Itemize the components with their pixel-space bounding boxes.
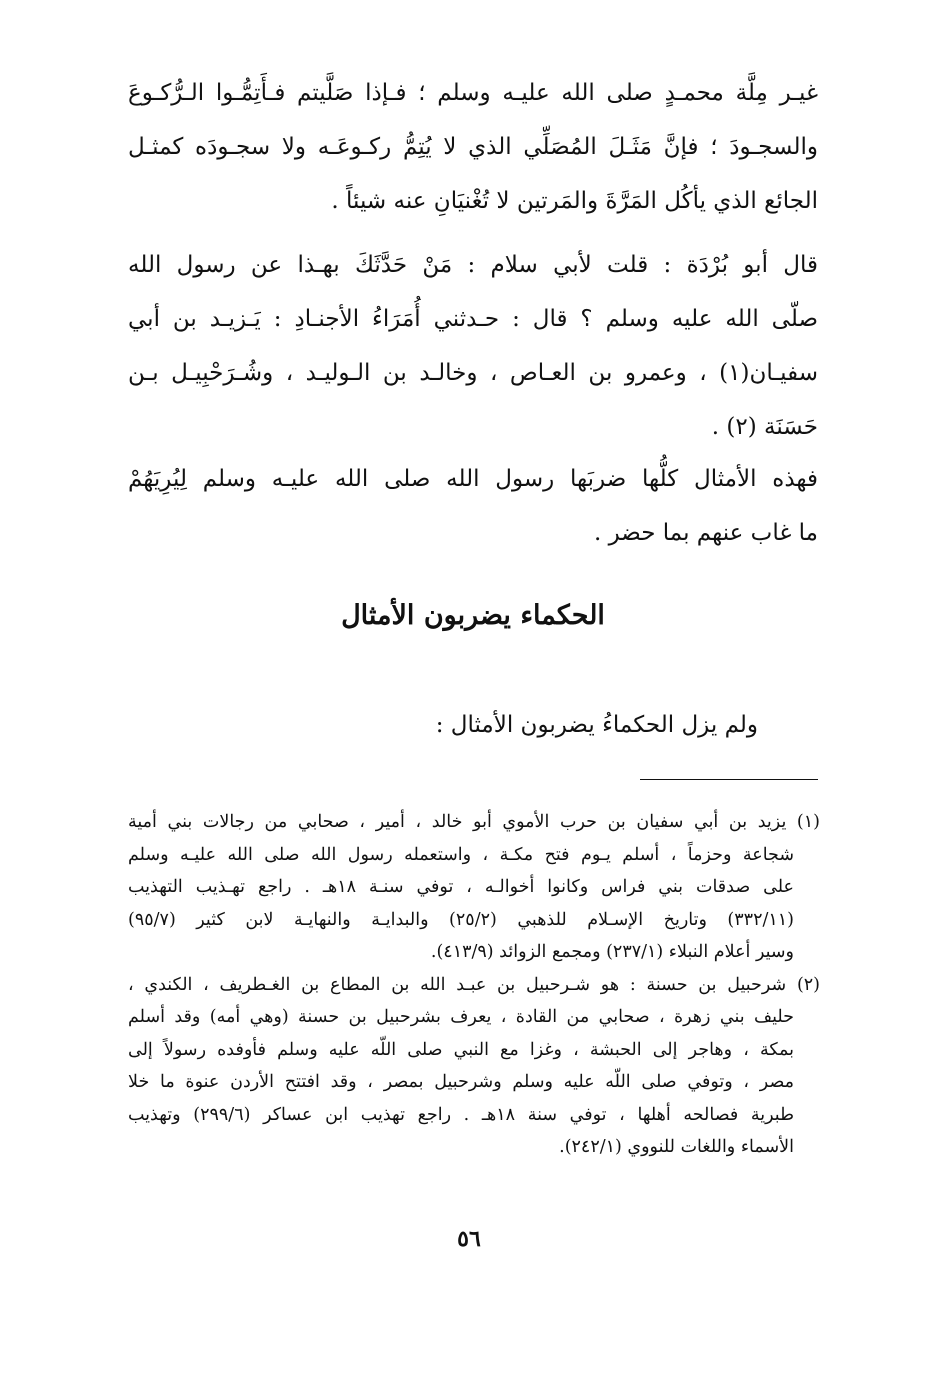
- paragraph-3: [128, 452, 818, 560]
- paragraph-line: فهذه الأمثال كلُّها ضربَها رسول الله صلى الله عليـه وسلم لِيُرِيَهُمْ: [128, 466, 818, 492]
- footnote-line: على صدقات بني فراس وكانوا أخوالـه ، توفي سنـة ١٨هـ . راجع تهـذيب التهذيب: [128, 877, 794, 897]
- page-number: ٥٦: [457, 1226, 481, 1252]
- footnote-line: وسير أعلام النبلاء (٢٣٧/١) ومجمع الزوائد (٤١٣/٩).: [430, 942, 794, 962]
- footnote-line: (٢) شرحبيل بن حسنة : هو شـرحبيل بن عبـد الله بن المطاع بن الغـطريف ، الكندي ،: [128, 974, 820, 995]
- footnote-separator: [640, 779, 818, 780]
- paragraph-line: ما غاب عنهم بما حضر .: [593, 520, 818, 546]
- footnote-line: حليف بني زهرة ، صحابي من القادة ، يعرف بشرحبيل بن حسنة (وهي أمه) وقد أسلم: [128, 1007, 794, 1027]
- footnote-line: طبرية فصالحه أهلها ، توفي سنة ١٨هـ . راجع تهذيب ابن عساكر (٢٩٩/٦) وتهذيب: [128, 1104, 795, 1125]
- paragraph-after-heading: [128, 698, 818, 752]
- footnote-1: [128, 806, 820, 969]
- paragraph-line: والسجـودَ ؛ فإنَّ مَثَـلَ المُصَلِّي الذي لا يُتِمُّ ركـوعَـه ولا سجـودَه كمثـل: [128, 134, 818, 160]
- paragraph-1: [128, 66, 818, 228]
- footnote-line: مصر ، وتوفي صلى اللّه عليه وسلم وشرحبيل بمصر ، وقد افتتح الأردن عنوة ما خلا: [128, 1072, 794, 1092]
- paragraph-line: سفيـان(١) ، وعمرو بن العـاص ، وخالـد بن الـوليـد ، وشُـرَحْبِيـل بـن: [128, 360, 818, 386]
- footnote-line: (٣٣٢/١١) وتاريخ الإسـلام للذهبي (٢٥/٢) والبدايـة والنهايـة لابن كثير (٩٥/٧): [128, 909, 794, 930]
- paragraph-2: [128, 238, 818, 454]
- paragraph-line: ولم يزل الحكماءُ يضربون الأمثال :: [435, 712, 758, 738]
- paragraph-line: الجائع الذي يأكُل المَرَّةَ والمَرتين لا تُغْنيَانِ عنه شيئاً .: [331, 188, 818, 214]
- paragraph-line: غيـر مِلَّة محمـدٍ صلى الله عليـه وسلم ؛ فـإذا صَلَّيتم فـأَتِمُّـوا الـرُّكـوعَ: [128, 80, 818, 106]
- footnote-line: الأسماء واللغات للنووي (٢٤٢/١).: [559, 1137, 794, 1157]
- section-heading: الحكماء يضربون الأمثال: [341, 600, 605, 631]
- footnote-line: بمكة ، وهاجر إلى الحبشة ، وغزا مع النبي صلى اللّه عليه وسلم فأوفده رسولاً إلى: [128, 1039, 794, 1060]
- footnote-line: (١) يزيد بن أبي سفيان بن حرب الأموي أبو خالد ، أمير ، صحابي من رجالات بني أمية: [128, 812, 820, 832]
- paragraph-line: قال أبو بُرْدَة : قلت لأبي سلام : مَنْ حَدَّثَكَ بهـذا عن رسول الله: [128, 252, 818, 278]
- paragraph-line: حَسَنَة (٢) .: [711, 414, 818, 440]
- footnote-line: شجاعة وحزماً ، أسلم يـوم فتح مكـة ، واستعمله رسول الله صلى الله عليـه وسلم: [128, 844, 794, 865]
- footnotes: [128, 806, 820, 1164]
- paragraph-line: صلّى الله عليه وسلم ؟ قال : حـدثني أُمَرَاءُ الأجنـادِ : يَـزيـد بن أبي: [128, 306, 818, 332]
- footnote-2: [128, 969, 820, 1164]
